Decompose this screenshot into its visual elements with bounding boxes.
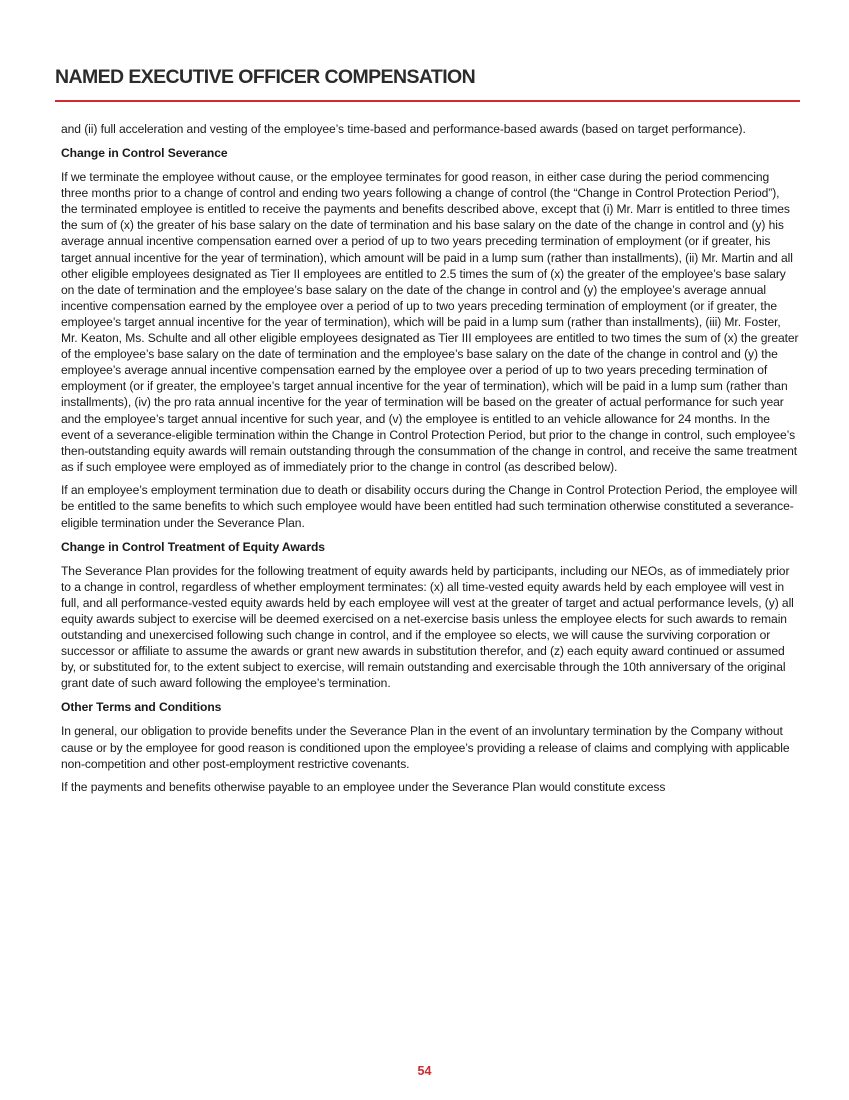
other-terms-paragraph-2: If the payments and benefits otherwise payable to an employee under the Severance Plan would constitute excess [61, 780, 666, 795]
cic-severance-heading: Change in Control Severance [61, 146, 228, 161]
page-number: 54 [417, 1064, 432, 1078]
header-divider [55, 100, 800, 102]
other-terms-heading: Other Terms and Conditions [61, 700, 222, 715]
cic-severance-paragraph-1: If we terminate the employee without cause, or the employee terminates for good reason, in either case during the period commencing three months prior to a change of control and ending two years following a change of control (the “Change in Control Protection Period”), the terminated employee is entitled to receive the payments and benefits described above, except that (i) Mr. Marr is entitled to three times the sum of (x) the greater of his base salary on the date of termination and his base salary on the date of the change in control and (y) his average annual incentive compensation earned over a period of up to two years preceding termination of employment (or if greater, his target annual incentive for the year of termination), which amount will be paid in a lump sum (rather than installments), (ii) Mr. Martin and all other eligible employees designated as Tier II employees are entitled to 2.5 times the sum of (x) the greater of the employee’s base salary on the date of termination and the employee’s base salary on the date of the change in control and (y) the employee’s average annual incentive compensation earned by the employee over a period of up to two years preceding termination of employment (or if greater, the employee’s target annual incentive for the year of termination), which will be paid in a lump sum (rather than installments), (iii) Mr. Foster, Mr. Keaton, Ms. Schulte and all other eligible employees designated as Tier III employees are entitled to two times the sum of (x) the greater of the employee’s base salary on the date of termination and the employee’s base salary on the date of the change in control and (y) the employee’s average annual incentive compensation earned by the employee over a period of up to two years preceding termination of employment (or if greater, the employee’s target annual incentive for the year of termination), which will be paid in a lump sum (rather than installments), (iv) the pro rata annual incentive for the year of termination will be based on the greater of actual performance for such year and the employee’s target annual incentive for such year, and (v) the employee is entitled to an vehicle allowance for 24 months. In the event of a severance-eligible termination within the Change in Control Protection Period, but prior to the change in control, such employee’s then-outstanding equity awards will remain outstanding through the consummation of the change in control, and receive the same treatment as if such employee were employed as of immediately prior to the change in control (as described below). [61, 170, 799, 474]
equity-awards-heading: Change in Control Treatment of Equity Awards [61, 539, 325, 554]
cic-severance-paragraph-2: If an employee’s employment termination due to death or disability occurs during the Change in Control Protection Period, the employee will be entitled to the same benefits to which such employee would have been entitled had such termination otherwise constituted a severance-eligible termination under the Severance Plan. [61, 483, 798, 530]
page-body [61, 121, 799, 803]
intro-paragraph: and (ii) full acceleration and vesting of the employee’s time-based and performance-based awards (based on target performance). [61, 122, 746, 136]
equity-awards-paragraph: The Severance Plan provides for the following treatment of equity awards held by participants, including our NEOs, as of immediately prior to a change in control, regardless of whether employment terminates: (x) all time-vested equity awards held by each employee will vest in full, and all performance-vested equity awards held by each employee will vest at the greater of target and actual performance levels, (y) all equity awards subject to exercise will be deemed exercised on a net-exercise basis unless the employee elects for such awards to remain outstanding and unexercised following such change in control, and if the employee so elects, we will cause the surviving corporation or successor or affiliate to assume the awards or grant new awards in substitution therefor, and (z) each equity award continued or assumed by, or substituted for, to the extent subject to exercise, will remain outstanding and exercisable through the 10th anniversary of the original grant date of such award following the employee’s termination. [61, 563, 794, 691]
other-terms-paragraph-1: In general, our obligation to provide benefits under the Severance Plan in the event of an involuntary termination by the Company without cause or by the employee for good reason is conditioned upon the employee’s providing a release of claims and complying with applicable non-competition and other post-employment restrictive covenants. [61, 724, 790, 771]
page-section-title: NAMED EXECUTIVE OFFICER COMPENSATION [55, 66, 476, 88]
